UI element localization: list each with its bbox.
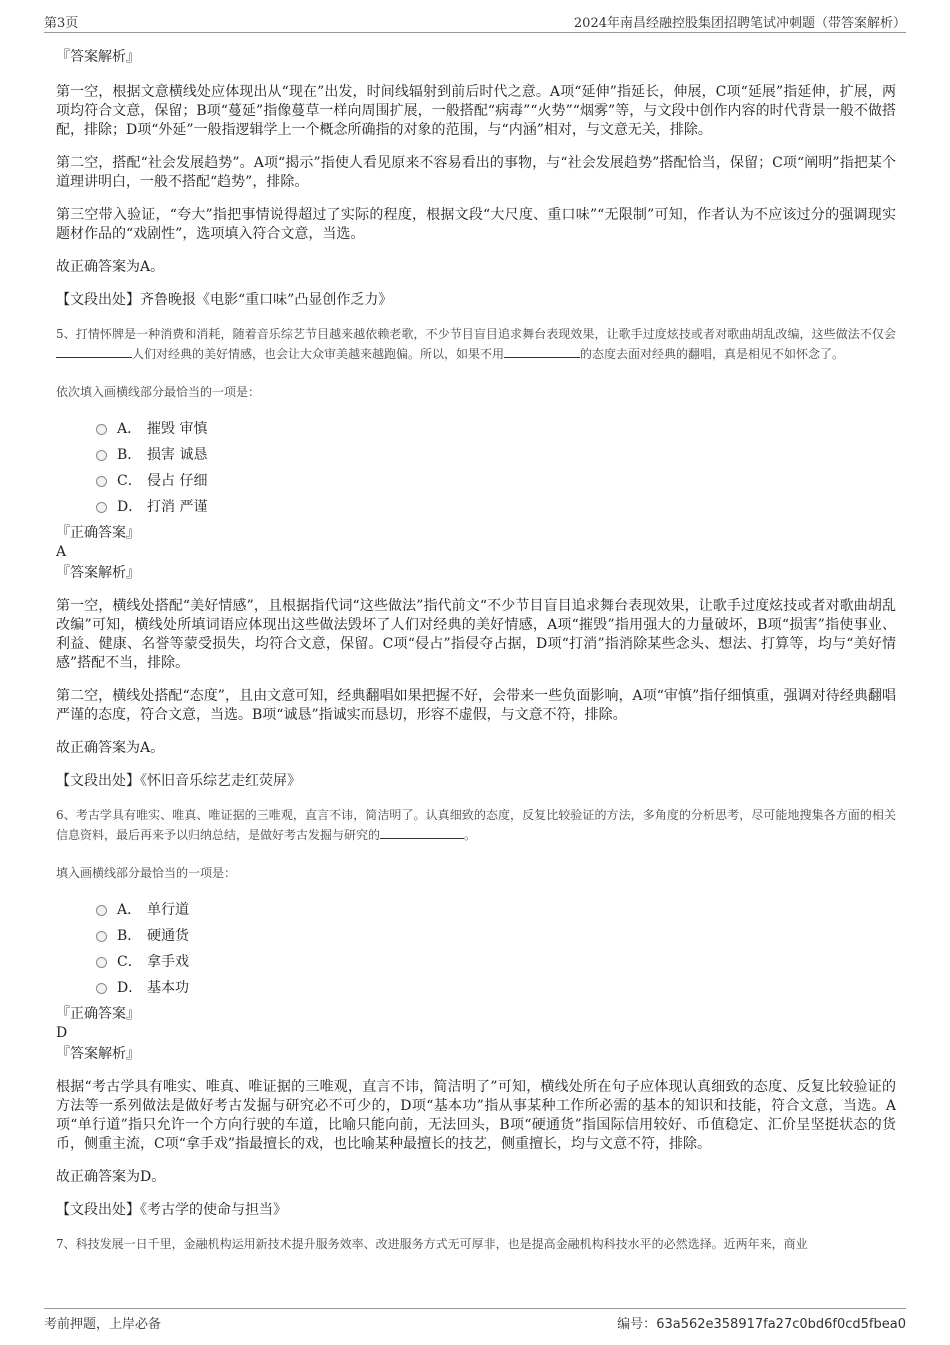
option-d[interactable]: D． 基本功 <box>96 975 896 1001</box>
document-code: 编号：63a562e358917fa27c0bd6f0cd5fbea0 <box>617 1317 906 1332</box>
answer-conclusion: 故正确答案为D。 <box>56 1169 166 1185</box>
option-b[interactable]: B． 硬通货 <box>96 923 896 949</box>
correct-answer-label: 『正确答案』 <box>56 525 140 541</box>
document-title: 2024年南昌经融控股集团招聘笔试冲刺题（带答案解析） <box>573 16 906 31</box>
options-list <box>56 897 896 1001</box>
radio-icon[interactable] <box>96 450 107 461</box>
question-stem: 7、科技发展一日千里，金融机构运用新技术提升服务效率、改进服务方式无可厚非，也是提高金融机构科技水平的必然选择。近两年来，商业 <box>56 1237 808 1251</box>
footer-slogan: 考前押题，上岸必备 <box>44 1317 162 1332</box>
passage-source: 【文段出处】《怀旧音乐综艺走红荧屏》 <box>56 773 301 789</box>
answer-conclusion: 故正确答案为A。 <box>56 259 165 275</box>
radio-icon[interactable] <box>96 502 107 513</box>
question-prompt: 依次填入画横线部分最恰当的一项是： <box>56 385 261 399</box>
analysis-paragraph: 第一空，根据文意横线处应体现出从“现在”出发，时间线辐射到前后时代之意。A项“延伸”指延长，伸展，C项“延展”指延伸，扩展，两项均符合文意，保留；B项“蔓延”指像蔓草一样向周围扩展，一般搭配“病毒”“火势”“烟雾”等，与文段中创作内容的时代背景一般不做搭配，排除；D项“外延”一般指逻辑学上一个概念所确指的对象的范围，与“内涵”相对，与文意无关，排除。 <box>56 84 896 138</box>
correct-answer: D <box>56 1025 68 1041</box>
correct-answer: A <box>56 544 67 560</box>
analysis-paragraph: 第二空，横线处搭配“态度”，且由文意可知，经典翻唱如果把握不好，会带来一些负面影响，A项“审慎”指仔细慎重，强调对待经典翻唱严谨的态度，符合文意，当选。B项“诚恳”指诚实而恳切，形容不虚假，与文意不符，排除。 <box>56 688 896 723</box>
passage-source: 【文段出处】齐鲁晚报《电影“重口味”凸显创作乏力》 <box>56 292 393 308</box>
page-header <box>44 10 906 33</box>
radio-icon[interactable] <box>96 931 107 942</box>
question-stem: 6、考古学具有唯实、唯真、唯证据的三唯观，直言不讳，简洁明了。认真细致的态度，反复比较验证的方法，多角度的分析思考，尽可能地搜集各方面的相关信息资料，最后再来予以归纳总结，是做好考古发掘与研究的 。 <box>56 808 896 842</box>
fill-blank <box>504 345 580 358</box>
option-a[interactable]: A． 单行道 <box>96 897 896 923</box>
radio-icon[interactable] <box>96 983 107 994</box>
answer-conclusion: 故正确答案为A。 <box>56 740 165 756</box>
page-number: 第3页 <box>44 16 79 31</box>
option-c[interactable]: C． 拿手戏 <box>96 949 896 975</box>
correct-answer-label: 『正确答案』 <box>56 1006 140 1022</box>
analysis-label: 『答案解析』 <box>56 49 140 65</box>
options-list <box>56 416 896 520</box>
radio-icon[interactable] <box>96 476 107 487</box>
question-prompt: 填入画横线部分最恰当的一项是： <box>56 866 237 880</box>
radio-icon[interactable] <box>96 424 107 435</box>
page-footer <box>44 1308 906 1331</box>
option-a[interactable]: A． 摧毁 审慎 <box>96 416 896 442</box>
fill-blank <box>380 826 464 839</box>
fill-blank <box>56 345 132 358</box>
analysis-paragraph: 第一空，横线处搭配“美好情感”，且根据指代词“这些做法”指代前文“不少节目盲目追求舞台表现效果，让歌手过度炫技或者对歌曲胡乱改编”可知，横线处所填词语应体现出这些做法毁坏了人们对经典的美好情感，A项“摧毁”指用强大的力量破坏，B项“损害”指使事业、利益、健康、名誉等蒙受损失，均符合文意，保留。C项“侵占”指侵夺占据，D项“打消”指消除某些念头、想法、打算等，均与“美好情感”搭配不当，排除。 <box>56 598 896 671</box>
question-stem: 5、打情怀牌是一种消费和消耗，随着音乐综艺节目越来越依赖老歌，不少节目盲目追求舞台表现效果，让歌手过度炫技或者对歌曲胡乱改编，这些做法不仅会人们对经典的美好情感，也会让大众审美越来越跑偏。所以，如果不用 的态度去面对经典的翻唱，真是相见不如怀念了。 <box>56 327 896 361</box>
option-c[interactable]: C． 侵占 仔细 <box>96 468 896 494</box>
page-content <box>56 40 896 1254</box>
analysis-paragraph: 第二空，搭配“社会发展趋势”。A项“揭示”指使人看见原来不容易看出的事物，与“社会发展趋势”搭配恰当，保留；C项“阐明”指把某个道理讲明白，一般不搭配“趋势”，排除。 <box>56 155 896 190</box>
radio-icon[interactable] <box>96 957 107 968</box>
analysis-paragraph: 根据“考古学具有唯实、唯真、唯证据的三唯观，直言不讳，简洁明了”可知，横线处所在句子应体现认真细致的态度、反复比较验证的方法等一系列做法是做好考古发掘与研究必不可少的，D项“基本功”指从事某种工作所必需的基本的知识和技能，符合文意，当选。A项“单行道”指只允许一个方向行驶的车道，比喻只能向前，无法回头，B项“硬通货”指国际信用较好、币值稳定、汇价呈坚挺状态的货币，侧重主流，C项“拿手戏”指最擅长的戏，也比喻某种最擅长的技艺，侧重擅长，均与文意不符，排除。 <box>56 1079 896 1152</box>
radio-icon[interactable] <box>96 905 107 916</box>
passage-source: 【文段出处】《考古学的使命与担当》 <box>56 1202 287 1218</box>
analysis-paragraph: 第三空带入验证，“夸大”指把事情说得超过了实际的程度，根据文段“大尺度、重口味”“无限制”可知，作者认为不应该过分的强调现实题材作品的“戏剧性”，选项填入符合文意，当选。 <box>56 207 896 242</box>
analysis-label: 『答案解析』 <box>56 565 140 581</box>
option-d[interactable]: D． 打消 严谨 <box>96 494 896 520</box>
analysis-label: 『答案解析』 <box>56 1046 140 1062</box>
option-b[interactable]: B． 损害 诚恳 <box>96 442 896 468</box>
